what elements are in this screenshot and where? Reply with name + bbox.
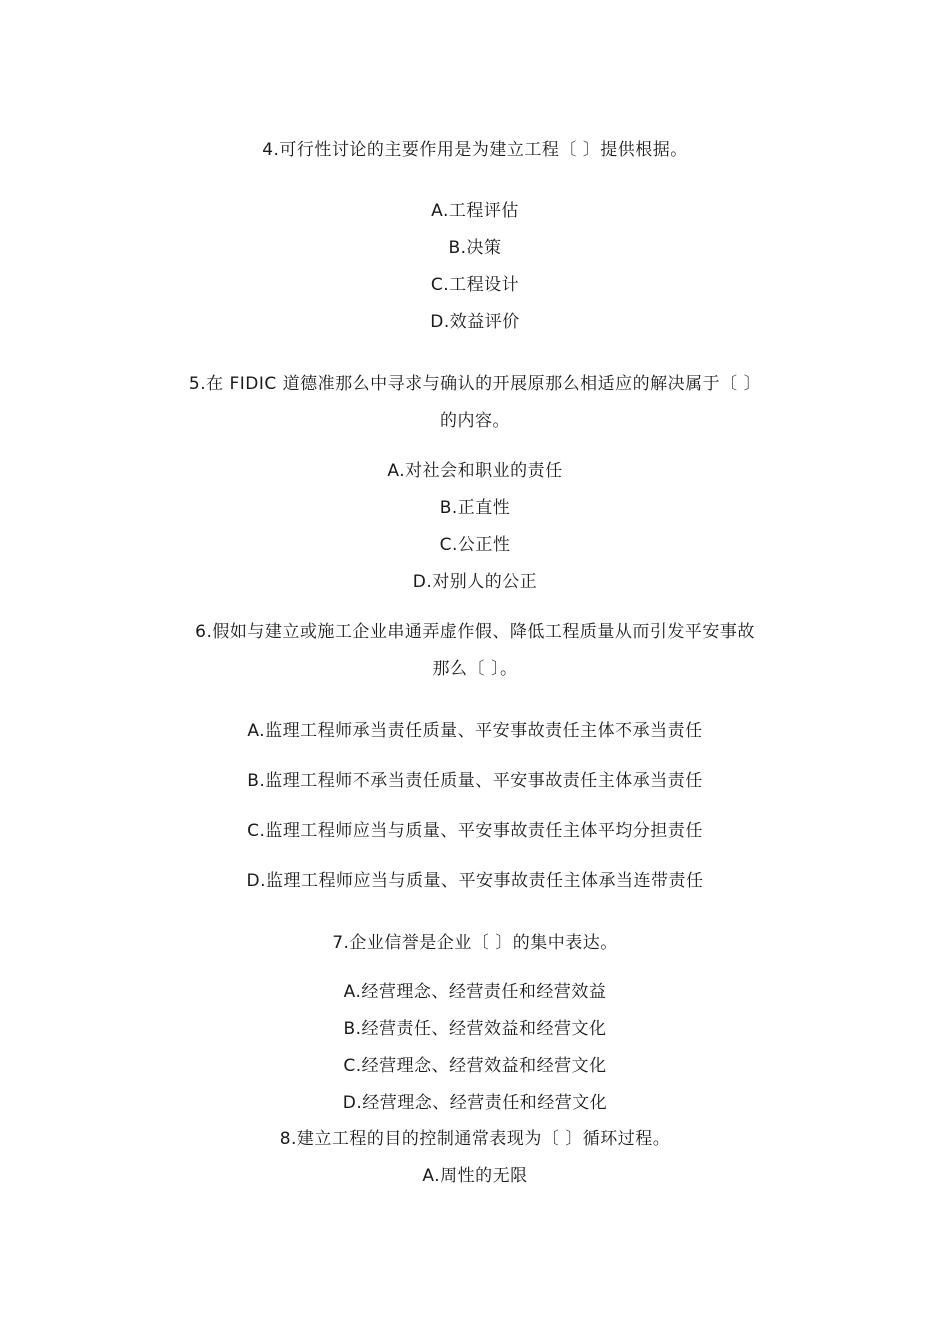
question-7-option-a: A.经营理念、经营责任和经营效益 [343, 982, 607, 1002]
question-5-option-d: D.对别人的公正 [412, 572, 538, 592]
question-6-option-b: B.监理工程师不承当责任质量、平安事故责任主体承当责任 [247, 771, 703, 791]
question-8-option-a: A.周性的无限 [422, 1166, 528, 1186]
question-8-stem: 8.建立工程的目的控制通常表现为〔 〕循环过程。 [279, 1129, 671, 1149]
question-5-option-c: C.公正性 [439, 535, 511, 555]
question-4-option-a: A.工程评估 [431, 201, 519, 221]
question-7-option-b: B.经营责任、经营效益和经营文化 [343, 1019, 607, 1039]
question-5-option-a: A.对社会和职业的责任 [387, 461, 563, 481]
question-7-option-c: C.经营理念、经营效益和经营文化 [343, 1056, 607, 1076]
question-4-option-b: B.决策 [448, 238, 502, 258]
question-5-option-b: B.正直性 [439, 498, 511, 518]
question-5-stem-line-1: 5.在 FIDIC 道德准那么中寻求与确认的开展原那么相适应的解决属于〔 〕 [188, 374, 762, 394]
question-6-stem-line-1: 6.假如与建立或施工企业串通弄虚作假、降低工程质量从而引发平安事故 [195, 622, 755, 642]
question-5-stem-line-2: 的内容。 [440, 411, 510, 431]
question-7-option-d: D.经营理念、经营责任和经营文化 [342, 1093, 608, 1113]
question-6-option-d: D.监理工程师应当与质量、平安事故责任主体承当连带责任 [246, 871, 704, 891]
question-6-option-a: A.监理工程师承当责任质量、平安事故责任主体不承当责任 [247, 721, 703, 741]
question-6-stem-line-2: 那么〔 〕。 [432, 659, 518, 679]
question-6-option-c: C.监理工程师应当与质量、平安事故责任主体平均分担责任 [247, 821, 703, 841]
question-4-stem: 4.可行性讨论的主要作用是为建立工程〔 〕提供根据。 [262, 140, 688, 160]
question-4-option-d: D.效益评价 [430, 312, 520, 332]
question-4-option-c: C.工程设计 [430, 275, 520, 295]
question-7-stem: 7.企业信誉是企业〔 〕的集中表达。 [332, 933, 618, 953]
